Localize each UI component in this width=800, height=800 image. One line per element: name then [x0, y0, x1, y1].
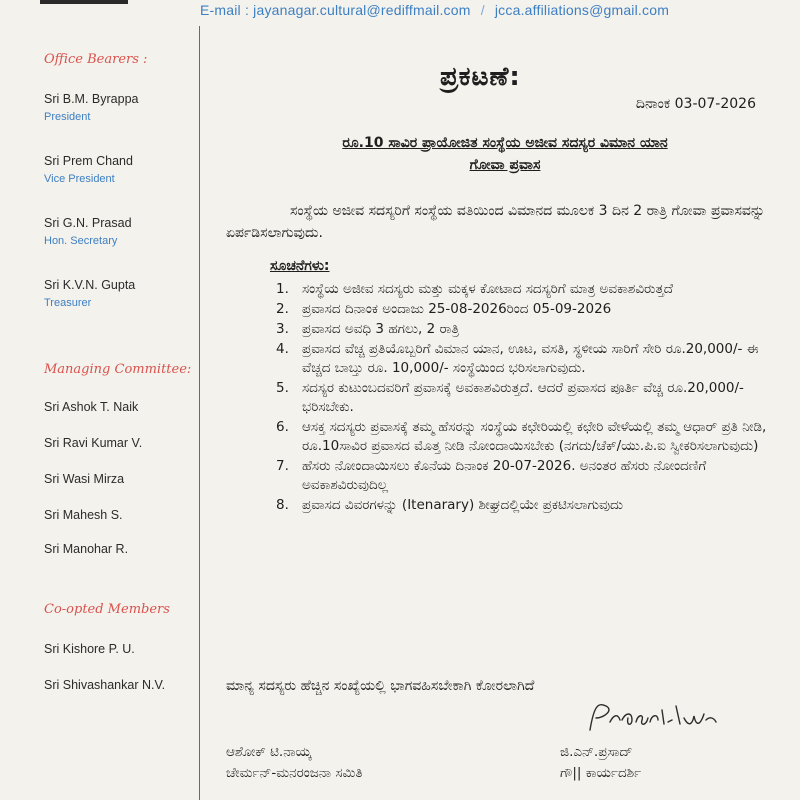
coopted-member-name: Sri Shivashankar N.V. [44, 678, 166, 692]
note-text: ಸಂಸ್ಥೆಯ ಅಜೀವ ಸದಸ್ಯರು ಮತ್ತು ಮಕ್ಕಳ ಕೋಟಾದ ಸದಸ್ಯರಿಗೆ ಮಾತ್ರ ಅವಕಾಶವಿರುತ್ತದೆ [302, 281, 674, 297]
letter-subject [220, 132, 790, 176]
list-item [276, 300, 776, 319]
signatory-left-title: ಚೇರ್ಮನ್-ಮನರಂಜನಾ ಸಮಿತಿ [226, 765, 363, 781]
office-bearers-title: Office Bearers : [44, 52, 148, 67]
office-bearer-name: Sri K.V.N. Gupta [44, 278, 136, 292]
note-number: 4. [276, 341, 289, 357]
note-text: ಹೆಸರು ನೋಂದಾಯಿಸಲು ಕೊನೆಯ ದಿನಾಂಕ 20-07-2026. ಅನಂತರ ಹೆಸರು ನೋಂದಣಿಗೆ ಅವಕಾಶವಿರುವುದಿಲ್ಲ [302, 458, 707, 493]
subject-line-2: ಗೋವಾ ಪ್ರವಾಸ [469, 157, 541, 173]
committee-sidebar [0, 26, 200, 800]
committee-member-name: Sri Manohar R. [44, 542, 129, 556]
note-text: ಪ್ರವಾಸದ ದಿನಾಂಕ ಅಂದಾಜು 25-08-2026ರಿಂದ 05-09-2026 [302, 301, 612, 317]
note-text: ಪ್ರವಾಸದ ವೆಚ್ಚ ಪ್ರತಿಯೊಬ್ಬರಿಗೆ ವಿಮಾನ ಯಾನ, ಊಟ, ವಸತಿ, ಸ್ಥಳೀಯ ಸಾರಿಗೆ ಸೇರಿ ರೂ.20,000/- ಈ ವೆಚ್ಚದ ಬಾಬ್ತು ರೂ. 10,000/- ಸಂಸ್ಥೆಯಿಂದ ಭರಿಸಲಾಗುವುದು. [302, 341, 759, 376]
office-bearer-role: Treasurer [44, 297, 92, 309]
coopted-member [44, 678, 165, 692]
office-bearer-name: Sri G.N. Prasad [44, 216, 132, 230]
letter-date: ದಿನಾಂಕ 03-07-2026 [635, 96, 756, 112]
note-text: ಪ್ರವಾಸದ ಅವಧಿ 3 ಹಗಲು, 2 ರಾತ್ರಿ [302, 321, 460, 337]
committee-member [44, 400, 138, 414]
note-number: 3. [276, 321, 289, 337]
coopted-member [44, 642, 135, 656]
list-item [276, 457, 776, 495]
email-address-1: jayanagar.cultural@rediffmail.com [253, 2, 471, 18]
committee-member [44, 436, 142, 450]
note-text: ಆಸಕ್ತ ಸದಸ್ಯರು ಪ್ರವಾಸಕ್ಕೆ ತಮ್ಮ ಹೆಸರನ್ನು ಸಂಸ್ಥೆಯ ಕಛೇರಿಯಲ್ಲಿ ಕಛೇರಿ ವೇಳೆಯಲ್ಲಿ ತಮ್ಮ ಆಧಾರ್ ಪ್ರತಿ ನೀಡಿ, ರೂ.10ಸಾವಿರ ಪ್ರವಾಸದ ಮೊತ್ತ ನೀಡಿ ನೋಂದಾಯಿಸಬೇಕು (ನಗದು/ಚೆಕ್/ಯು.ಪಿ.ಐ ಸ್ವೀಕರಿಸಲಾಗುವುದು) [302, 419, 767, 454]
committee-member [44, 508, 123, 522]
intro-paragraph: ಸಂಸ್ಥೆಯ ಅಜೀವ ಸದಸ್ಯರಿಗೆ ಸಂಸ್ಥೆಯ ವತಿಯಿಂದ ವಿಮಾನದ ಮೂಲಕ 3 ದಿನ 2 ರಾತ್ರಿ ಗೋವಾ ಪ್ರವಾಸವನ್ನು ಏರ್ಪಡಿಸಲಾಗುವುದು. [226, 203, 766, 241]
committee-member-name: Sri Ravi Kumar V. [44, 436, 143, 450]
office-bearer [44, 278, 135, 309]
office-bearer [44, 154, 133, 185]
coopted-member-name: Sri Kishore P. U. [44, 642, 135, 656]
office-bearer-role: Vice President [44, 173, 115, 185]
letterhead-contact-bar [0, 0, 800, 26]
signatory-right-name: ಜಿ.ಎನ್.ಪ್ರಸಾದ್ [560, 744, 633, 760]
email-line [200, 2, 669, 18]
closing-line: ಮಾನ್ಯ ಸದಸ್ಯರು ಹೆಚ್ಚಿನ ಸಂಖ್ಯೆಯಲ್ಲಿ ಭಾಗವಹಿಸಬೇಕಾಗಿ ಕೋರಲಾಗಿದೆ [226, 678, 535, 694]
signatory-right [560, 742, 641, 784]
note-number: 8. [276, 497, 289, 513]
committee-member [44, 542, 128, 556]
note-text: ಸದಸ್ಯರ ಕುಟುಂಬದವರಿಗೆ ಪ್ರವಾಸಕ್ಕೆ ಅವಕಾಶವಿರುತ್ತದೆ. ಆದರೆ ಪ್ರವಾಸದ ಪೂರ್ತಿ ವೆಚ್ಚ ರೂ.20,000/- ಭರಿಸಬೇಕು. [302, 380, 744, 415]
handwritten-signature [584, 696, 724, 740]
office-bearer [44, 92, 138, 123]
note-text: ಪ್ರವಾಸದ ವಿವರಗಳನ್ನು (Itenarary) ಶೀಘ್ರದಲ್ಲಿಯೇ ಪ್ರಕಟಿಸಲಾಗುವುದು [302, 497, 624, 513]
committee-member [44, 472, 124, 486]
list-item [276, 340, 776, 378]
letter-body [200, 26, 800, 800]
email-label: E-mail : [200, 2, 250, 18]
note-number: 7. [276, 458, 289, 474]
notes-title: ಸೂಚನೆಗಳು: [270, 258, 330, 274]
letterhead-edge-mark [40, 0, 128, 4]
subject-line-1: ರೂ.10 ಸಾವಿರ ಪ್ರಾಯೋಜಿತ ಸಂಸ್ಥೆಯ ಅಜೀವ ಸದಸ್ಯರ ವಿಮಾನ ಯಾನ [342, 135, 668, 151]
note-number: 1. [276, 281, 289, 297]
office-bearer [44, 216, 132, 247]
note-number: 2. [276, 301, 289, 317]
notes-list [276, 280, 776, 516]
office-bearer-name: Sri Prem Chand [44, 154, 133, 168]
list-item [276, 418, 776, 456]
list-item [276, 320, 776, 339]
committee-member-name: Sri Wasi Mirza [44, 472, 125, 486]
managing-committee-title: Managing Committee: [44, 362, 192, 377]
signatory-left [226, 742, 363, 784]
note-number: 5. [276, 380, 289, 396]
announcement-heading: ಪ್ರಕಟಣೆ: [440, 62, 521, 92]
list-item [276, 379, 776, 417]
note-number: 6. [276, 419, 289, 435]
signatory-right-title: ಗೌ|| ಕಾರ್ಯದರ್ಶಿ [560, 765, 642, 781]
list-item [276, 496, 776, 515]
email-address-2: jcca.affiliations@gmail.com [494, 2, 670, 18]
coopted-members-title: Co-opted Members [44, 602, 170, 617]
signatory-left-name: ಆಶೋಕ್ ಟಿ.ನಾಯ್ಕ [226, 744, 312, 760]
committee-member-name: Sri Mahesh S. [44, 508, 123, 522]
email-separator: / [480, 2, 485, 18]
list-item [276, 280, 776, 299]
committee-member-name: Sri Ashok T. Naik [44, 400, 139, 414]
office-bearer-name: Sri B.M. Byrappa [44, 92, 139, 106]
office-bearer-role: Hon. Secretary [44, 235, 118, 247]
office-bearer-role: President [44, 111, 91, 123]
